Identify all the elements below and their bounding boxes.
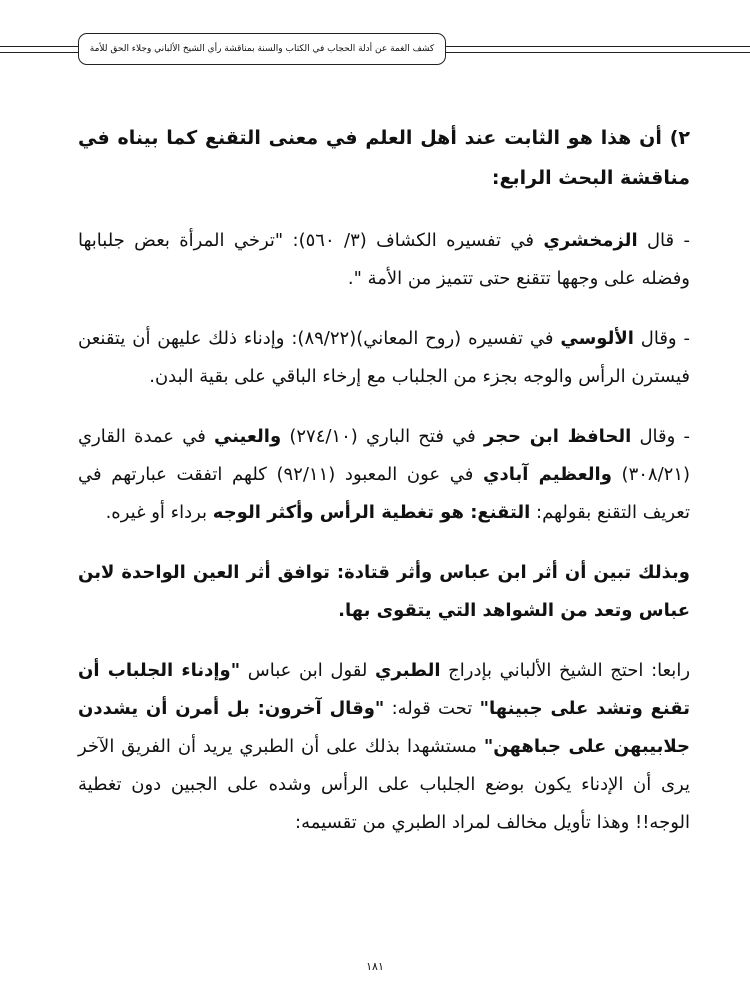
paragraph-ibn-hajar	[78, 418, 690, 532]
header-rule-right	[445, 46, 750, 53]
page-number: ١٨١	[366, 960, 384, 973]
page-body	[78, 118, 690, 864]
paragraph-conclusion	[78, 554, 690, 630]
bold-name: والعظيم آبادي	[483, 464, 612, 485]
text-run: - وقال	[633, 328, 690, 349]
bold-quote: "وإدناء الجلباب أن تقنع وتشد على جبينها"	[78, 660, 690, 719]
text-run: - وقال	[631, 426, 690, 447]
text-run: - قال	[637, 230, 690, 251]
text-run: برداء أو غيره.	[105, 502, 213, 523]
text-run: في تفسيره (روح المعاني)(٨٩/٢٢): وإدناء ذلك عليهن أن يتقنعن فيسترن الرأس والوجه بجزء من الجلباب مع إرخاء الباقي على بقية البدن.	[78, 328, 690, 387]
paragraph-conclusion-text: وبذلك تبين أن أثر ابن عباس وأثر قتادة: توافق أثر العين الواحدة لابن عباس وتعد من الشواهد التي يتقوى بها.	[78, 562, 690, 621]
running-header	[78, 33, 446, 65]
bold-name: الطبري	[375, 660, 441, 681]
bold-name: الألوسي	[560, 328, 634, 349]
text-run: في فتح الباري (٢٧٤/١٠)	[281, 426, 484, 447]
bold-name: الزمخشري	[543, 230, 638, 251]
header-title: كشف الغمة عن أدلة الحجاب في الكتاب والسنة بمناقشة رأي الشيخ الألباني وجلاء الحق للأمة	[89, 44, 435, 54]
text-run: في عمدة القاري (٣٠٨/٢١)	[78, 426, 691, 485]
text-run: في تفسيره الكشاف (٣/ ٥٦٠): "ترخي المرأة بعض جلبابها وفضله على وجهها تتقنع حتى تتميز من الأمة ".	[78, 230, 690, 289]
text-run: رابعا: احتج الشيخ الألباني بإدراج	[440, 660, 691, 681]
bold-name: الحافظ ابن حجر	[483, 426, 632, 447]
bold-name: والعيني	[213, 426, 282, 447]
paragraph-zamakhshari	[78, 222, 690, 298]
bold-definition: التقنع: هو تغطية الرأس وأكثر الوجه	[212, 502, 531, 523]
text-run: تحت قوله:	[384, 698, 480, 719]
paragraph-fourth	[78, 652, 690, 842]
header-rule-left	[0, 46, 80, 53]
text-run: لقول ابن عباس	[240, 660, 376, 681]
paragraph-2	[78, 118, 690, 198]
paragraph-alusi	[78, 320, 690, 396]
text-run: في عون المعبود (٩٢/١١) كلهم اتفقت عبارتهم في تعريف التقنع بقولهم:	[78, 464, 690, 523]
text-run: مستشهدا بذلك على أن الطبري يريد أن الفريق الآخر يرى أن الإدناء يكون بوضع الجلباب على الرأس وشده على الجبين دون تغطية الوجه!! وهذا تأويل مخالف لمراد الطبري من تقسيمه:	[78, 736, 690, 833]
bold-quote: "وقال آخرون: بل أمرن أن يشددن جلابيبهن على جباههن"	[78, 698, 690, 757]
paragraph-2-text: ٢) أن هذا هو الثابت عند أهل العلم في معنى التقنع كما بيناه في مناقشة البحث الرابع:	[78, 127, 690, 189]
